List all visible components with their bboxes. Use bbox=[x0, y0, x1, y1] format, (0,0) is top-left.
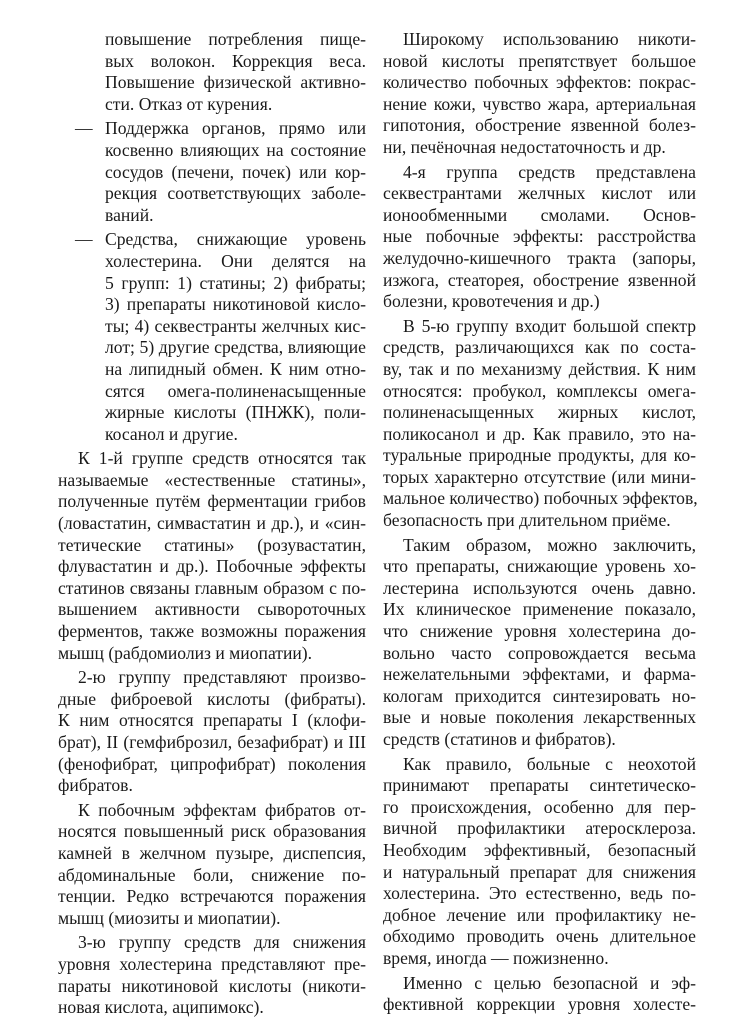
text-line: средств (статинов и фибратов). bbox=[383, 729, 616, 749]
text-line: принимают препараты синтетическо- bbox=[383, 775, 696, 796]
text-line: что снижение уровня холестерина до- bbox=[383, 621, 696, 642]
paragraph bbox=[383, 162, 696, 313]
text-line: новая кислота, аципимокс). bbox=[58, 997, 264, 1018]
text-line: средств, различающихся как по соста- bbox=[383, 337, 696, 358]
text-line: (ловастатин, симвастатин и др.), и «син- bbox=[58, 513, 366, 534]
text-line: носятся повышенный риск образования bbox=[58, 821, 366, 842]
right-column bbox=[383, 29, 696, 1016]
text-line: ионообменными смолами. Основ- bbox=[383, 204, 696, 225]
text-line: Необходим эффективный, безопасный bbox=[383, 839, 696, 860]
text-line: абдоминальные боли, снижение по- bbox=[58, 864, 366, 885]
text-line: тенции. Редко встречаются поражения bbox=[58, 886, 366, 907]
text-line: уровня холестерина представляют пре- bbox=[58, 953, 366, 974]
list-item bbox=[75, 118, 366, 226]
text-line: добное лечение или профилактику не- bbox=[383, 904, 696, 925]
paragraph bbox=[58, 800, 366, 930]
text-line: вые и новые поколения лекарственных bbox=[383, 707, 696, 728]
text-line: желудочно-кишечного тракта (запоры, bbox=[383, 247, 696, 268]
text-line: на липидный обмен. К ним отно- bbox=[105, 358, 366, 379]
text-line: вольно часто сопровождается весьма bbox=[383, 642, 696, 663]
list-dash-marker: — bbox=[75, 118, 93, 139]
text-line: ферментов, также возможны поражения bbox=[58, 621, 366, 642]
text-line: ни, печёночная недостаточность и др. bbox=[383, 136, 666, 157]
paragraph bbox=[58, 448, 366, 664]
text-line: вичной профилактики атеросклероза. bbox=[383, 818, 696, 839]
text-line: относятся: пробукол, комплексы омега- bbox=[383, 380, 696, 401]
text-line: ву, так и по механизму действия. К ним bbox=[383, 358, 696, 379]
text-line: повышение потребления пище- bbox=[105, 29, 366, 49]
text-line: ваний. bbox=[105, 204, 154, 225]
text-line: обходимо проводить очень длительное bbox=[383, 926, 696, 947]
text-line: ные побочные эффекты: расстройства bbox=[383, 226, 696, 247]
text-line: изжога, стеаторея, обострение язвенной bbox=[383, 269, 696, 290]
text-line: мальное количество) побочных эффектов, bbox=[383, 488, 698, 509]
paragraph bbox=[383, 535, 696, 751]
text-line: что препараты, снижающие уровень хо- bbox=[383, 556, 696, 577]
text-line: сосудов (печени, почек) или кор- bbox=[105, 161, 366, 182]
text-line: камней в желчном пузыре, диспепсия, bbox=[58, 842, 366, 863]
text-line: гипотония, обострение язвенной болез- bbox=[383, 115, 696, 136]
text-line: параты никотиновой кислоты (никоти- bbox=[58, 975, 366, 996]
text-line: косвенно влияющих на состояние bbox=[105, 139, 366, 160]
text-line: дные фиброевой кислоты (фибраты). bbox=[58, 688, 366, 709]
paragraph bbox=[383, 973, 696, 1016]
text-line: называемые «естественные статины», bbox=[58, 469, 366, 490]
text-line: (фенофибрат, ципрофибрат) поколения bbox=[58, 753, 366, 774]
text-line: 4-я группа средств представлена bbox=[403, 161, 696, 182]
text-line: холестерина. Они делятся на bbox=[105, 250, 366, 271]
text-line: Широкому использованию никоти- bbox=[403, 29, 696, 49]
text-line: сти. Отказ от курения. bbox=[105, 93, 273, 114]
text-line: Таким образом, можно заключить, bbox=[403, 534, 696, 555]
text-line: 2-ю группу представляют произво- bbox=[78, 667, 366, 688]
text-line: Как правило, больные с неохотой bbox=[403, 753, 696, 774]
text-line: нение кожи, чувство жара, артериальная bbox=[383, 93, 696, 114]
text-line: полиненасыщенных жирных кислот, bbox=[383, 402, 696, 423]
text-line: статинов связаны главным образом с по- bbox=[58, 577, 366, 598]
text-line: 5 групп: 1) статины; 2) фибраты; bbox=[105, 272, 366, 293]
text-line: тетические статины» (розувастатин, bbox=[58, 534, 366, 555]
text-line: полученные путём ферментации грибов bbox=[58, 491, 366, 512]
text-line: ты; 4) секвестранты желчных кис- bbox=[105, 315, 366, 336]
text-line: Средства, снижающие уровень bbox=[105, 229, 366, 250]
text-line: косанол и другие. bbox=[105, 423, 238, 444]
text-line: холестерина. Это естественно, ведь по- bbox=[383, 883, 696, 904]
list-item bbox=[75, 229, 366, 445]
text-line: го происхождения, особенно для пер- bbox=[383, 796, 696, 817]
text-line: брат), II (гемфиброзил, безафибрат) и III bbox=[58, 732, 366, 752]
text-line: рекция соответствующих заболе- bbox=[105, 183, 366, 204]
paragraph bbox=[383, 316, 696, 532]
text-line: Повышение физической активно- bbox=[105, 72, 366, 93]
list-dash-marker: — bbox=[75, 229, 93, 250]
text-line: новой кислоты препятствует большое bbox=[383, 50, 696, 71]
left-column bbox=[58, 29, 366, 1019]
text-line: нежелательными эффектами, и фарма- bbox=[383, 664, 696, 685]
text-line: лестерина используются очень давно. bbox=[383, 577, 696, 598]
text-line: и натуральный препарат для снижения bbox=[383, 861, 696, 882]
text-line: кологам приходится синтезировать но- bbox=[383, 685, 696, 706]
text-line: Их клиническое применение показало, bbox=[383, 599, 696, 620]
paragraph bbox=[58, 932, 366, 1018]
text-line: время, иногда — пожизненно. bbox=[383, 947, 609, 968]
text-line: туральные природные продукты, для ко- bbox=[383, 445, 696, 466]
text-line: фибратов. bbox=[58, 775, 133, 796]
text-line: болезни, кровотечения и др.) bbox=[383, 291, 600, 312]
text-line: безопасность при длительном приёме. bbox=[383, 510, 671, 531]
text-line: секвестрантами желчных кислот или bbox=[383, 183, 696, 204]
text-line: Именно с целью безопасной и эф- bbox=[403, 972, 696, 993]
text-line: К ним относятся препараты I (клофи- bbox=[58, 710, 366, 731]
text-line: вышением активности сывороточных bbox=[58, 599, 366, 620]
text-line: мышц (миозиты и миопатии). bbox=[58, 907, 281, 928]
text-line: 3-ю группу средств для снижения bbox=[78, 932, 366, 953]
text-line: флувастатин и др.). Побочные эффекты bbox=[58, 556, 366, 577]
text-line: К 1-й группе средств относятся так bbox=[78, 448, 366, 469]
paragraph bbox=[58, 29, 366, 115]
text-line: К побочным эффектам фибратов от- bbox=[78, 799, 366, 820]
paragraph bbox=[383, 29, 696, 159]
text-line: поликосанол и др. Как правило, это на- bbox=[383, 423, 696, 444]
text-line: количество побочных эффектов: покрас- bbox=[383, 72, 696, 93]
text-line: мышц (рабдомиолиз и миопатии). bbox=[58, 642, 313, 663]
text-line: сятся омега-полиненасыщенные bbox=[105, 380, 366, 401]
text-line: торых характерно отсутствие (или мини- bbox=[383, 466, 696, 487]
text-line: В 5-ю группу входит большой спектр bbox=[403, 315, 696, 336]
text-line: вых волокон. Коррекция веса. bbox=[105, 50, 366, 71]
text-line: фективной коррекции уровня холесте- bbox=[383, 994, 696, 1015]
paragraph bbox=[58, 667, 366, 797]
text-line: Поддержка органов, прямо или bbox=[105, 118, 366, 139]
paragraph bbox=[383, 754, 696, 970]
text-line: лот; 5) другие средства, влияющие bbox=[105, 337, 366, 358]
text-line: 3) препараты никотиновой кисло- bbox=[105, 294, 366, 315]
text-line: жирные кислоты (ПНЖК), поли- bbox=[105, 402, 366, 423]
